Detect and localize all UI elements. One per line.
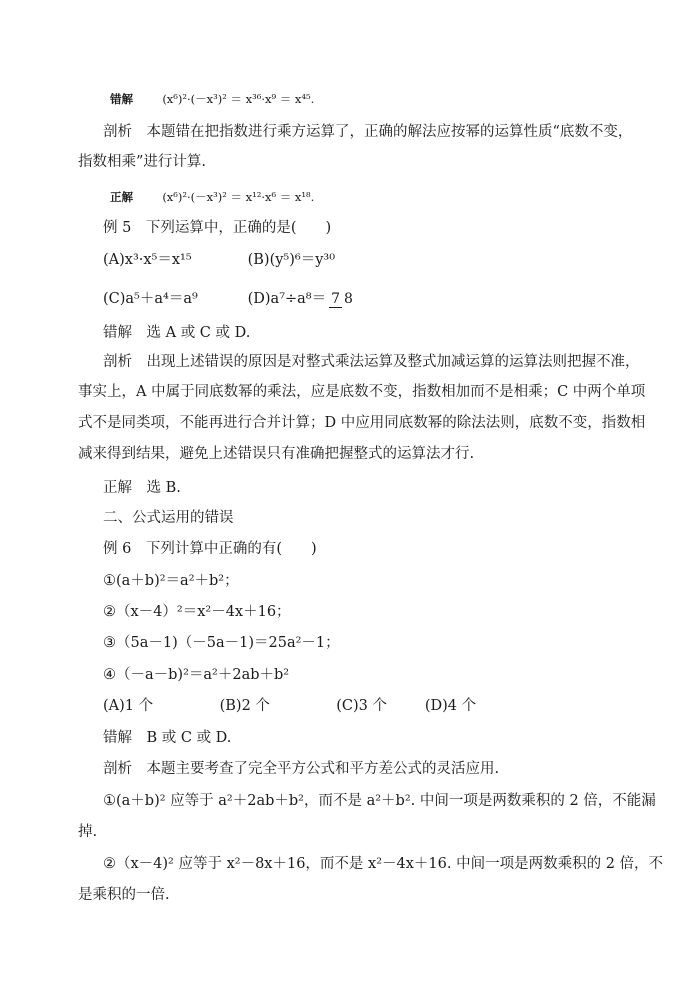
right-solution-1 (110, 186, 670, 208)
example-5-options-ab (103, 249, 663, 271)
example-6-options (103, 695, 663, 717)
analysis-1-line-2: 指数相乘”进行计算. (78, 154, 207, 170)
fraction-numerator: 7 (331, 290, 341, 307)
example-6-item-3: ③（5a－1)（－5a－1)＝25a²－1； (103, 635, 340, 651)
option-b: (B)2 个 (219, 698, 270, 714)
example-5-analysis-line-4: 减来得到结果，避免上述错误只有准确把握整式的运算法才行. (78, 446, 475, 462)
example-6-item-2: ②（x－4）²＝x²－4x＋16； (103, 604, 291, 620)
right-label: 正解 (110, 190, 133, 204)
example-5-analysis-line-1: 剖析 出现上述错误的原因是对整式乘法运算及整式加减运算的运算法则把握不准， (103, 354, 640, 370)
option-d: (D)4 个 (424, 698, 477, 714)
option-c: (C)3 个 (336, 698, 387, 714)
example-6-explain-2-line-1: ②（x－4)² 应等于 x²－8x＋16，而不是 x²－4x＋16. 中间一项是两数乘积的 2 倍，不 (103, 856, 664, 872)
example-6-item-4: ④（－a－b)²＝a²＋2ab＋b² (103, 667, 290, 683)
example-6-explain-1-line-1: ①(a＋b)² 应等于 a²＋2ab＋b²，而不是 a²＋b². 中间一项是两数乘积的 2 倍，不能漏 (103, 793, 656, 809)
option-d-text: (D)a⁷÷a⁸＝ (247, 291, 327, 307)
example-5-analysis-line-2: 事实上，A 中属于同底数幂的乘法，应是底数不变，指数相加而不是相乘；C 中两个单项 (78, 384, 646, 400)
example-6-wrong: 错解 B 或 C 或 D. (103, 730, 232, 746)
fraction (329, 291, 355, 308)
example-5-wrong: 错解 选 A 或 C 或 D. (103, 325, 251, 341)
example-5-analysis-line-3: 式不是同类项，不能再进行合并计算；D 中应用同底数幂的除法法则，底数不变，指数相 (78, 415, 646, 431)
example-6-analysis: 剖析 本题主要考查了完全平方公式和平方差公式的灵活应用. (103, 761, 500, 777)
option-a: (A)1 个 (103, 698, 154, 714)
example-6-title: 例 6 下列计算中正确的有( ) (103, 541, 317, 557)
fraction-denominator: 8 (344, 290, 353, 307)
wrong-solution-1 (110, 88, 670, 110)
wrong-label: 错解 (110, 92, 133, 106)
section-2-title: 二、公式运用的错误 (103, 510, 234, 526)
option-a: (A)x³·x⁵＝x¹⁵ (103, 252, 192, 268)
option-c: (C)a⁵＋a⁴＝a⁹ (103, 291, 198, 307)
example-5-options-cd (103, 282, 663, 316)
wrong-formula: (x⁶)²·(－x³)² ＝ x³⁶·x⁹ ＝ x⁴⁵. (162, 92, 315, 106)
option-d (248, 282, 355, 316)
option-b: (B)(y⁵)⁶＝y³⁰ (247, 252, 336, 268)
right-formula: (x⁶)²·(－x³)² ＝ x¹²·x⁶ ＝ x¹⁸. (162, 190, 315, 204)
example-6-item-1: ①(a＋b)²＝a²＋b²； (103, 573, 239, 589)
analysis-1-line-1: 剖析 本题错在把指数进行乘方运算了，正确的解法应按幂的运算性质“底数不变， (103, 124, 633, 140)
example-5-title: 例 5 下列运算中，正确的是( ) (103, 220, 332, 236)
example-6-explain-2-line-2: 是乘积的一倍. (78, 887, 170, 903)
example-6-explain-1-line-2: 掉. (78, 824, 98, 840)
example-5-right: 正解 选 B. (103, 480, 181, 496)
